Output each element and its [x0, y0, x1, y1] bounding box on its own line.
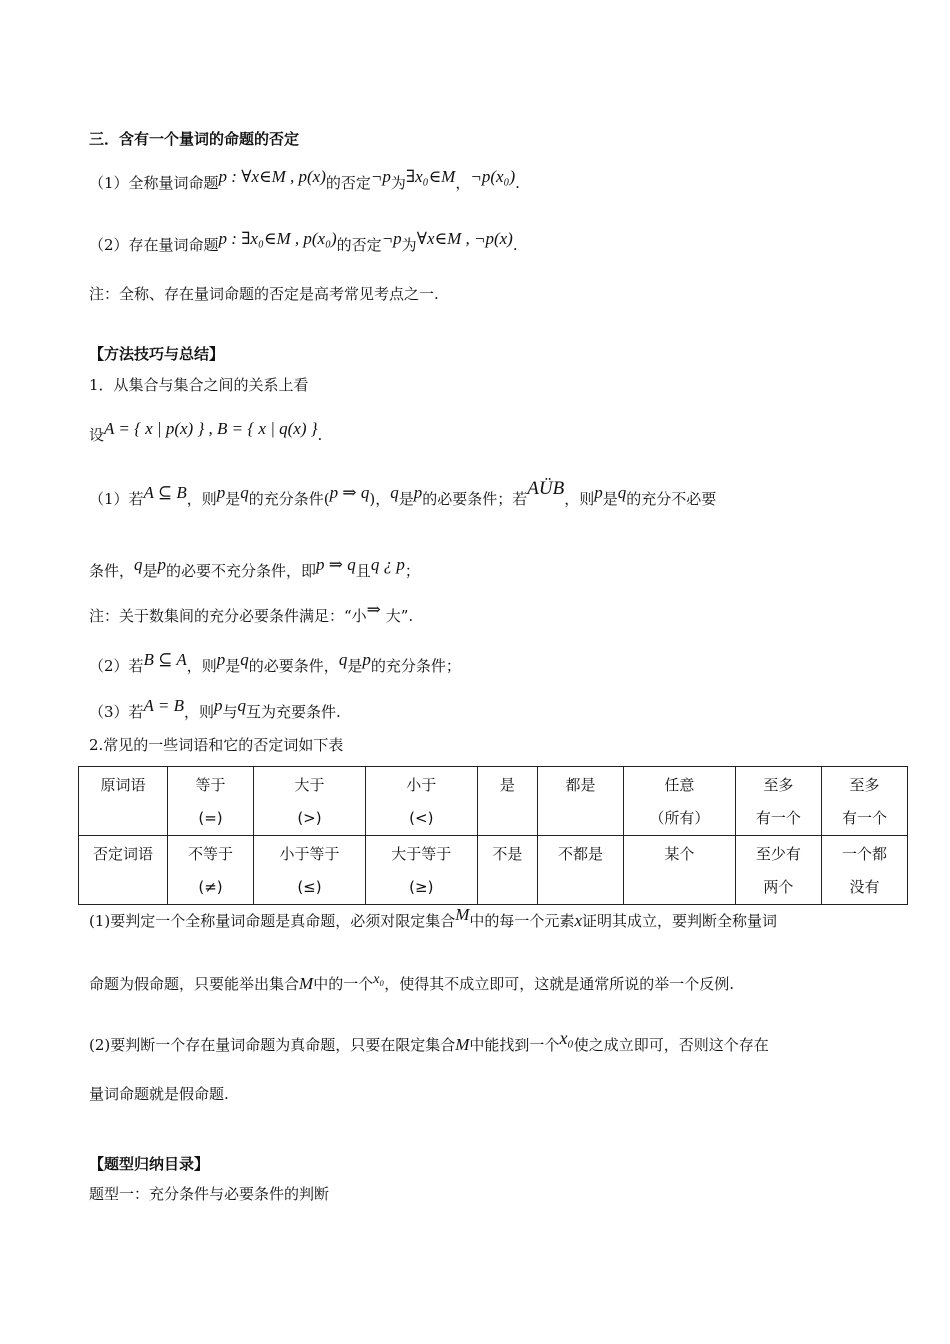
cell-line: 大于 — [294, 776, 325, 794]
text: 的必要不充分条件，即 — [166, 562, 317, 580]
cell-line: (=) — [198, 809, 223, 827]
text: ，则 — [564, 490, 595, 508]
cell-line: 否定词语 — [92, 845, 153, 863]
cell-line: 都是 — [565, 776, 596, 794]
text: 且 — [355, 562, 371, 580]
cell-line: (≠) — [198, 878, 223, 896]
text: 是 — [225, 490, 241, 508]
formula: q — [390, 483, 399, 502]
section-title: 三．含有一个量词的命题的否定 — [89, 130, 300, 148]
formula: q — [338, 650, 348, 669]
text: 证明其成立，要判断全称量词 — [581, 912, 777, 930]
text: 互为充要条件. — [246, 703, 341, 721]
text: ，则 — [186, 490, 217, 508]
methods-item-2: 2.常见的一些词语和它的否定词如下表 — [89, 736, 344, 754]
cell-line — [626, 871, 733, 904]
cell-line: (>) — [297, 809, 322, 827]
formula: ⇒ — [366, 600, 381, 619]
table-cell — [537, 836, 623, 905]
cell-line: 没有 — [849, 878, 880, 896]
formula: M — [299, 974, 314, 993]
formula: ¬p(x₀) — [470, 167, 516, 186]
cell-line: 大于等于 — [391, 845, 452, 863]
text: ； — [404, 562, 420, 580]
table-cell — [365, 767, 477, 836]
subset-condition-line-2 — [89, 555, 420, 582]
cell-line: 至少有 — [755, 845, 801, 863]
cell-line: 不等于 — [188, 845, 234, 863]
table-cell — [79, 767, 168, 836]
text: （1）全称量词命题 — [89, 174, 219, 192]
formula: q ¿ p — [370, 555, 405, 574]
text: 中的每一个元素 — [469, 912, 575, 930]
text: 条件， — [89, 562, 135, 580]
cell-line — [540, 871, 621, 904]
text: ，使得其不成立即可，这就是通常所说的举一个反例. — [384, 975, 735, 993]
text: 为 — [401, 236, 417, 254]
cell-line: (≥) — [409, 878, 434, 896]
formula: p — [216, 483, 226, 502]
cell-line: 有一个 — [755, 809, 801, 827]
text: 命题为假命题，只要能举出集合 — [89, 975, 300, 993]
cell-line: 小于等于 — [279, 845, 340, 863]
catalog-item-1: 题型一：充分条件与必要条件的判断 — [89, 1185, 330, 1203]
formula: M — [455, 1035, 470, 1054]
formula: x₀ — [559, 1028, 574, 1048]
table-cell — [477, 767, 537, 836]
formula: ¬p — [381, 229, 402, 248]
formula: ∃x₀∈M — [405, 167, 456, 186]
formula: p — [157, 555, 167, 574]
text: 是 — [347, 657, 363, 675]
catalog-heading: 【题型归纳目录】 — [89, 1155, 210, 1173]
formula: x₀ — [373, 972, 385, 987]
judgement-para-2b: 量词命题就是假命题. — [89, 1085, 229, 1103]
table-cell — [254, 836, 366, 905]
number-set-note — [89, 600, 414, 627]
table-cell — [168, 836, 254, 905]
text: 中能找到一个 — [469, 1036, 560, 1054]
cell-line: 至多 — [849, 776, 880, 794]
negation-words-table — [78, 766, 908, 905]
formula: p — [214, 696, 223, 715]
text: 使之成立即可，否则这个存在 — [573, 1036, 769, 1054]
cell-line: （所有） — [649, 809, 710, 827]
text: （2）存在量词命题 — [89, 236, 219, 254]
table-cell — [477, 836, 537, 905]
table-cell — [365, 836, 477, 905]
cell-line — [81, 871, 165, 904]
formula: p : ∀x∈M , p(x) — [218, 167, 326, 186]
cell-line: 有一个 — [841, 809, 887, 827]
cell-line: 等于 — [195, 776, 226, 794]
set-definition-line — [89, 419, 323, 446]
note-line: 注：全称、存在量词命题的否定是高考常见考点之一. — [89, 285, 439, 303]
cell-line — [480, 871, 535, 904]
text: 的充分条件； — [370, 657, 461, 675]
judgement-para-2a — [89, 1028, 769, 1056]
cell-line — [540, 802, 621, 835]
cell-line: 原词语 — [100, 776, 146, 794]
table-cell — [821, 767, 907, 836]
formula: q — [134, 555, 143, 574]
formula: q — [240, 650, 249, 669]
text: 是 — [225, 657, 241, 675]
cell-line: 某个 — [664, 845, 695, 863]
text: 的必要条件；若 — [422, 490, 528, 508]
formula: A = { x | p(x) } , B = { x | q(x) } — [104, 419, 318, 438]
table-cell — [624, 836, 736, 905]
methods-heading: 【方法技巧与总结】 — [89, 345, 225, 363]
formula: x — [574, 911, 582, 930]
cell-line: 两个 — [763, 878, 794, 896]
table-row — [79, 767, 908, 836]
text: ，则 — [186, 657, 217, 675]
formula: q — [617, 483, 627, 502]
text: 大”. — [380, 607, 414, 625]
formula: A = B — [143, 696, 184, 715]
text: 是 — [398, 490, 414, 508]
text: 的否定 — [325, 174, 371, 192]
cell-line: 不是 — [492, 845, 523, 863]
cell-line: 不都是 — [557, 845, 603, 863]
text: )， — [369, 490, 391, 508]
text: (2)要判断一个存在量词命题为真命题，只要在限定集合 — [89, 1036, 456, 1054]
formula: ¬p — [370, 167, 391, 186]
formula: p : ∃x₀∈M , p(x₀) — [218, 229, 337, 248]
cell-line: 至多 — [763, 776, 794, 794]
text: 的充分不必要 — [626, 490, 717, 508]
superset-condition-line — [89, 650, 461, 677]
formula: A ⊆ B — [143, 483, 187, 502]
table-cell — [79, 836, 168, 905]
formula: q — [240, 483, 249, 502]
text: 的必要条件， — [248, 657, 339, 675]
formula: p — [216, 650, 226, 669]
formula: p — [362, 650, 371, 669]
text: . — [515, 174, 520, 192]
formula: M — [455, 905, 470, 924]
table-cell — [735, 767, 821, 836]
text: ，则 — [183, 703, 214, 721]
cell-line: 是 — [499, 776, 515, 794]
text: ， — [455, 174, 471, 192]
text: （3）若 — [89, 703, 144, 721]
text: . — [317, 426, 323, 444]
equal-condition-line — [89, 696, 341, 723]
text: 是 — [142, 562, 158, 580]
formula: p — [594, 483, 603, 502]
cell-line — [480, 802, 535, 835]
text: 的否定 — [336, 236, 382, 254]
cell-line: (<) — [409, 809, 434, 827]
cell-line: 任意 — [664, 776, 695, 794]
table-cell — [735, 836, 821, 905]
formula: p ⇒ q — [316, 555, 356, 574]
table-cell — [821, 836, 907, 905]
cell-line: 一个都 — [841, 845, 887, 863]
universal-negation-line — [89, 167, 520, 194]
formula: ∀x∈M , ¬p(x) — [416, 229, 513, 248]
text: （2）若 — [89, 657, 144, 675]
formula: q — [237, 696, 247, 715]
cell-line: 小于 — [406, 776, 437, 794]
text: 设 — [89, 426, 105, 444]
formula: p — [413, 483, 423, 502]
formula: AÜB — [527, 478, 565, 499]
methods-item-1: 1．从集合与集合之间的关系上看 — [89, 376, 309, 394]
text: 中的一个 — [313, 975, 374, 993]
judgement-para-1a — [89, 905, 777, 932]
text: (1)要判定一个全称量词命题是真命题，必须对限定集合 — [89, 912, 456, 930]
table-cell — [624, 767, 736, 836]
formula: p ⇒ q — [329, 483, 370, 502]
text: 的充分条件( — [248, 490, 330, 508]
formula: B ⊆ A — [143, 650, 187, 669]
existential-negation-line — [89, 229, 518, 256]
subset-condition-line — [89, 478, 717, 510]
cell-line — [81, 802, 165, 835]
table-cell — [537, 767, 623, 836]
text: 注：关于数集间的充分必要条件满足：“小 — [89, 607, 367, 625]
cell-line: (≤) — [297, 878, 322, 896]
table-cell — [254, 767, 366, 836]
text: 与 — [222, 703, 238, 721]
text: 是 — [602, 490, 618, 508]
table-cell — [168, 767, 254, 836]
text: 为 — [390, 174, 406, 192]
table-row — [79, 836, 908, 905]
text: . — [512, 236, 518, 254]
text: （1）若 — [89, 490, 144, 508]
judgement-para-1b — [89, 973, 734, 997]
